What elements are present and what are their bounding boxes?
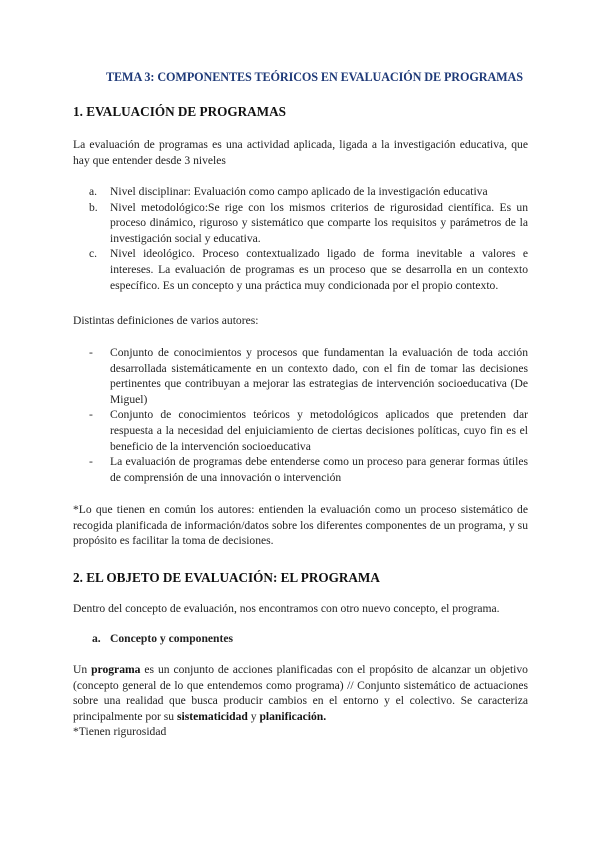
section-1-intro: La evaluación de programas es una actividad aplicada, ligada a la investigación educativa, que hay que entender desde 3 niveles [73, 138, 528, 167]
note-rigurosidad: *Tienen rigurosidad [73, 725, 167, 739]
term-programa: programa [91, 663, 141, 676]
definitions-intro: Distintas definiciones de varios autores: [73, 314, 259, 327]
levels-list [73, 184, 528, 293]
subheading-concepto: a. Concepto y componentes [92, 632, 234, 645]
list-item: a. Nivel disciplinar: Evaluación como campo aplicado de la investigación educativa [89, 185, 488, 198]
section-2-intro: Dentro del concepto de evaluación, nos encontramos con otro nuevo concepto, el programa. [73, 602, 500, 615]
term-planificacion: planificación. [259, 709, 327, 723]
summary-paragraph: *Lo que tienen en común los autores: entienden la evaluación como un proceso sistemático de recogida planificada de información/datos sobre los diferentes componentes de un programa, y su propósito es facilitar la toma de decisiones. [73, 503, 528, 548]
list-item: c. Nivel ideológico. Proceso contextualizado ligado de forma inevitable a valores e intereses. La evaluación de programas es un proceso que se desarrolla en un contexto específico. Es un concepto y una práctica muy condicionada por el propio contexto. [89, 247, 528, 292]
document-title: TEMA 3: COMPONENTES TEÓRICOS EN EVALUACIÓN DE PROGRAMAS [106, 70, 523, 84]
section-2-heading: 2. EL OBJETO DE EVALUACIÓN: EL PROGRAMA [73, 570, 380, 585]
list-item: - Conjunto de conocimientos y procesos que fundamentan la evaluación de toda acción desarrollada sistemáticamente en un contexto dado, con el fin de tomar las decisiones pertinentes que contribuyan a mejorar las estrategias de intervención socioeducativa (De Miguel) [89, 346, 528, 406]
section-1-heading: 1. EVALUACIÓN DE PROGRAMAS [73, 104, 286, 119]
list-item: - La evaluación de programas debe entenderse como un proceso para generar formas útiles de comprensión de una innovación o intervención [89, 455, 528, 484]
definitions-list [73, 345, 528, 485]
list-item: b. Nivel metodológico:Se rige con los mismos criterios de rigurosidad científica. Es un proceso dinámico, riguroso y sistemático que comparte los requisitos y parámetros de la investigación social y educativa. [89, 200, 528, 245]
programa-paragraph: Un programa es un conjunto de acciones planificadas con el propósito de alcanzar un objetivo (concepto general de lo que entendemos como programa) // Conjunto sistemático de actuaciones sobre una realidad que busca producir cambios en el entorno y el colectivo. Se caracteriza principalmente por su sistematicidad y planificación. *Tienen rigurosidad [73, 663, 528, 739]
list-item: - Conjunto de conocimientos teóricos y metodológicos aplicados que pretenden dar respuesta a la necesidad del enjuiciamiento de ciertas decisiones políticas, cuyo fin es el beneficio de la intervención socioeducativa [89, 408, 528, 453]
term-sistematicidad: sistematicidad [177, 709, 248, 723]
